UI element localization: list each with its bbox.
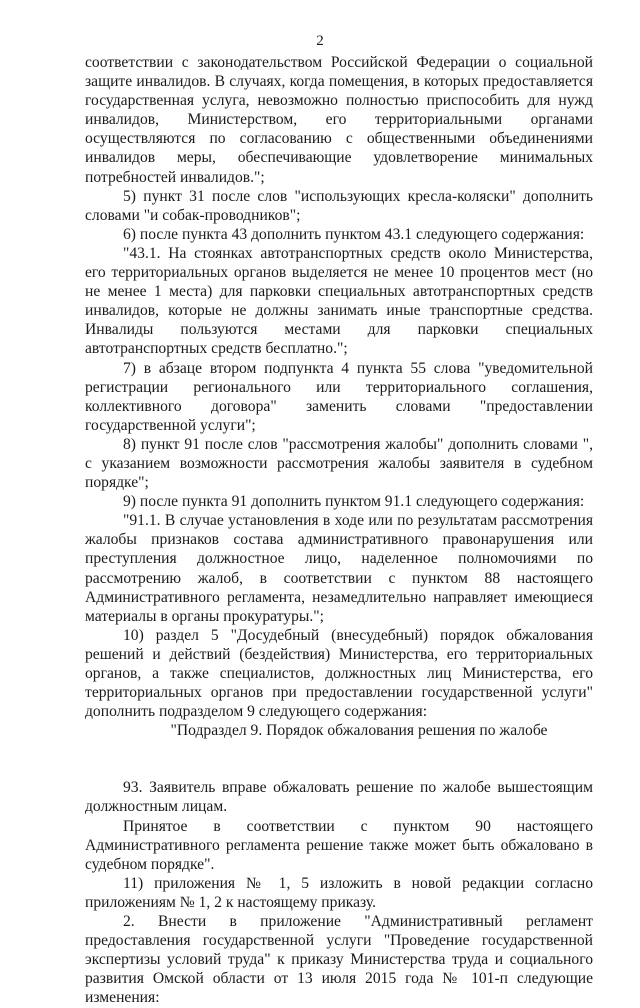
paragraph-section-2: 2. Внести в приложение "Административный регламент предоставления государственной услуги "Проведение государственной экспертизы условий труда" к приказу Министерства труда и социального развития Омской области от 13 июля 2015 года № 101-п следующие изменения: [85, 913, 593, 1007]
paragraph-item-8: 8) пункт 91 после слов "рассмотрения жалобы" дополнить словами ", с указанием возможности рассмотрения жалобы заявителя в судебном порядке"; [85, 435, 593, 492]
paragraph-item-5: 5) пункт 31 после слов "использующих кресла-коляски" дополнить словами "и собак-проводников"; [85, 187, 593, 224]
spacer [85, 740, 593, 778]
paragraph-item-9: 9) после пункта 91 дополнить пунктом 91.1 следующего содержания: [123, 493, 585, 511]
paragraph-item-7: 7) в абзаце втором подпункта 4 пункта 55 слова "уведомительной регистрации регионального или территориального соглашения, коллективного договора" заменить словами "предоставлении государственной услуги"; [85, 359, 593, 434]
subsection-heading: "Подраздел 9. Порядок обжалования решения по жалобе [170, 722, 548, 740]
document-body [85, 53, 593, 1008]
page-number: 2 [316, 33, 324, 49]
paragraph-quote-43-1: "43.1. На стоянках автотранспортных средств около Министерства, его территориальных органов выделяется не менее 10 процентов мест (но не менее 1 места) для парковки специальных автотранспортных средств инвалидов, которые не должны занимать иные транспортные средства. Инвалиды пользуются местами для парковки специальных автотранспортных средств бесплатно."; [85, 244, 593, 358]
paragraph-point-93: 93. Заявитель вправе обжаловать решение по жалобе вышестоящим должностным лицам. [85, 779, 593, 816]
paragraph-continuation: соответствии с законодательством Российской Федерации о социальной защите инвалидов. В случаях, когда помещения, в которых предоставляется государственная услуга, невозможно полностью приспособить для нужд инвалидов, Министерством, его территориальными органами осуществляются по согласованию с общественными объединениями инвалидов меры, обеспечивающие удовлетворение минимальных потребностей инвалидов."; [85, 54, 593, 186]
paragraph-quote-91-1: "91.1. В случае установления в ходе или по результатам рассмотрения жалобы признаков состава административного правонарушения или преступления должностное лицо, наделенное полномочиями по рассмотрению жалоб, в соответствии с пунктом 88 настоящего Административного регламента, незамедлительно направляет имеющиеся материалы в органы прокуратуры."; [85, 512, 593, 625]
paragraph-item-10: 10) раздел 5 "Досудебный (внесудебный) порядок обжалования решений и действий (бездействия) Министерства, его территориальных органов, а также специалистов, должностных лиц Министерства, его территориальных органов при предоставлении государственной услуги" дополнить подразделом 9 следующего содержания: [85, 626, 593, 721]
paragraph-item-11: 11) приложения № 1, 5 изложить в новой редакции согласно приложениям № 1, 2 к настоящему приказу. [85, 874, 593, 911]
paragraph-item-6: 6) после пункта 43 дополнить пунктом 43.1 следующего содержания: [123, 225, 585, 243]
paragraph-point-93-cont: Принятое в соответствии с пунктом 90 настоящего Административного регламента решение также может быть обжаловано в судебном порядке". [85, 817, 593, 873]
